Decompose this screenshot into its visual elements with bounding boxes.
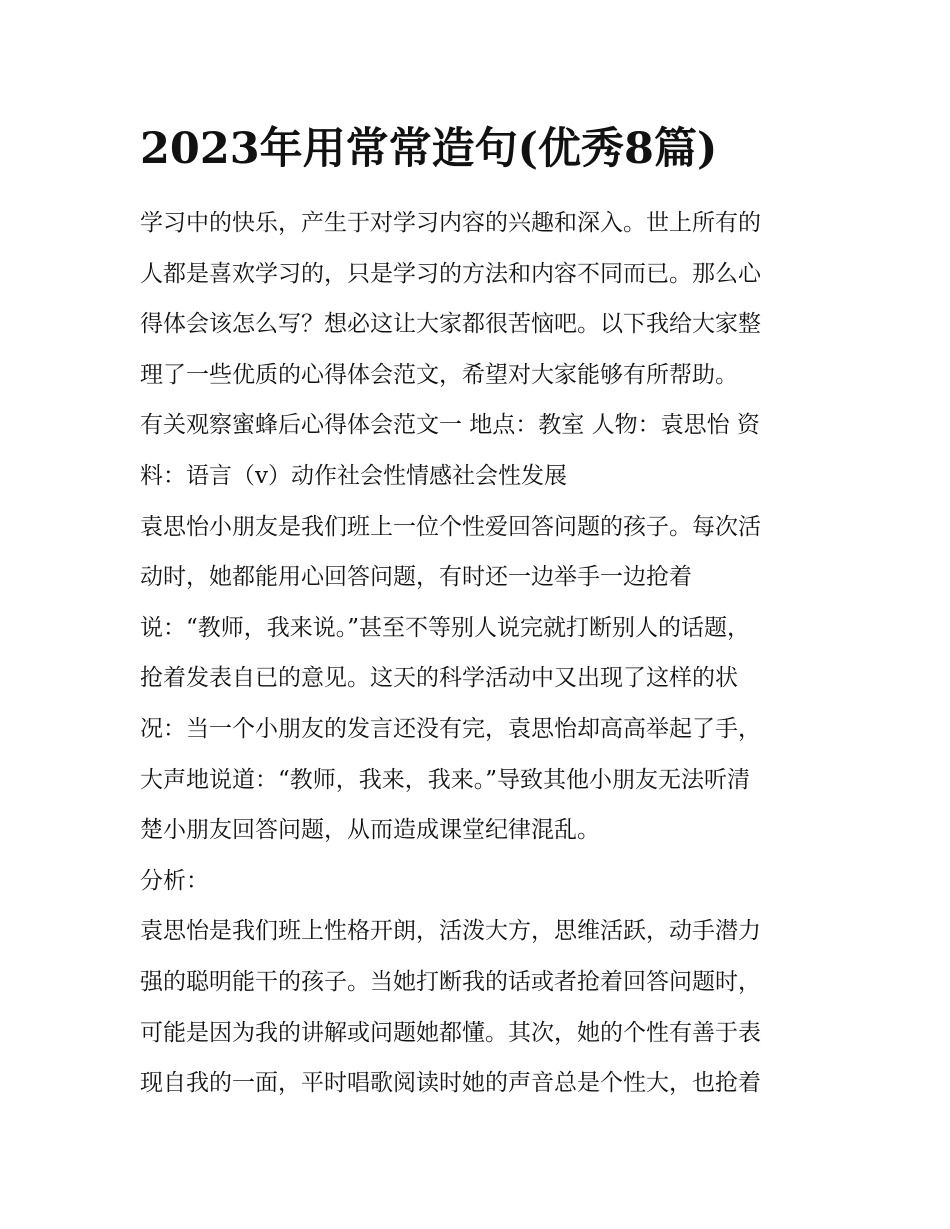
- document-body: [140, 198, 820, 1109]
- section-heading: 分析：: [140, 867, 209, 894]
- body-line: 楚小朋友回答问题，从而造成课堂纪律混乱。: [140, 817, 600, 844]
- body-line: 学习中的快乐，产生于对学习内容的兴趣和深入。世上所有的: [140, 210, 761, 236]
- body-line: 大声地说道：“教师，我来，我来。”导致其他小朋友无法听清: [140, 766, 751, 793]
- body-line: 理了一些优质的心得体会范文，希望对大家能够有所帮助。: [140, 361, 738, 388]
- body-line: 袁思怡是我们班上性格开朗，活泼大方，思维活跃，动手潜力: [140, 918, 761, 945]
- body-line: 强的聪明能干的孩子。当她打断我的话或者抢着回答问题时，: [140, 968, 761, 995]
- body-line: 袁思怡小朋友是我们班上一位个性爱回答问题的孩子。每次活: [140, 513, 761, 540]
- body-line: 况：当一个小朋友的发言还没有完，袁思怡却高高举起了手，: [140, 715, 761, 742]
- body-line: 可能是因为我的讲解或问题她都懂。其次，她的个性有善于表: [140, 1019, 761, 1046]
- body-line: 动时，她都能用心回答问题，有时还一边举手一边抢着: [140, 564, 692, 591]
- body-line: 说：“教师，我来说。”甚至不等别人说完就打断别人的话题，: [140, 614, 751, 641]
- body-line: 得体会该怎么写？想必这让大家都很苦恼吧。以下我给大家整: [140, 311, 761, 338]
- body-line: 人都是喜欢学习的，只是学习的方法和内容不同而已。那么心: [140, 260, 761, 287]
- body-line: 抢着发表自已的意见。这天的科学活动中又出现了这样的状: [140, 665, 738, 692]
- document-title: 2023年用常常造句(优秀8篇): [140, 124, 718, 174]
- body-line: 现自我的一面，平时唱歌阅读时她的声音总是个性大，也抢着: [140, 1070, 761, 1097]
- body-line: 料：语言（v）动作社会性情感社会性发展: [140, 462, 567, 489]
- body-line: 有关观察蜜蜂后心得体会范文一 地点：教室 人物：袁思怡 资: [140, 412, 760, 439]
